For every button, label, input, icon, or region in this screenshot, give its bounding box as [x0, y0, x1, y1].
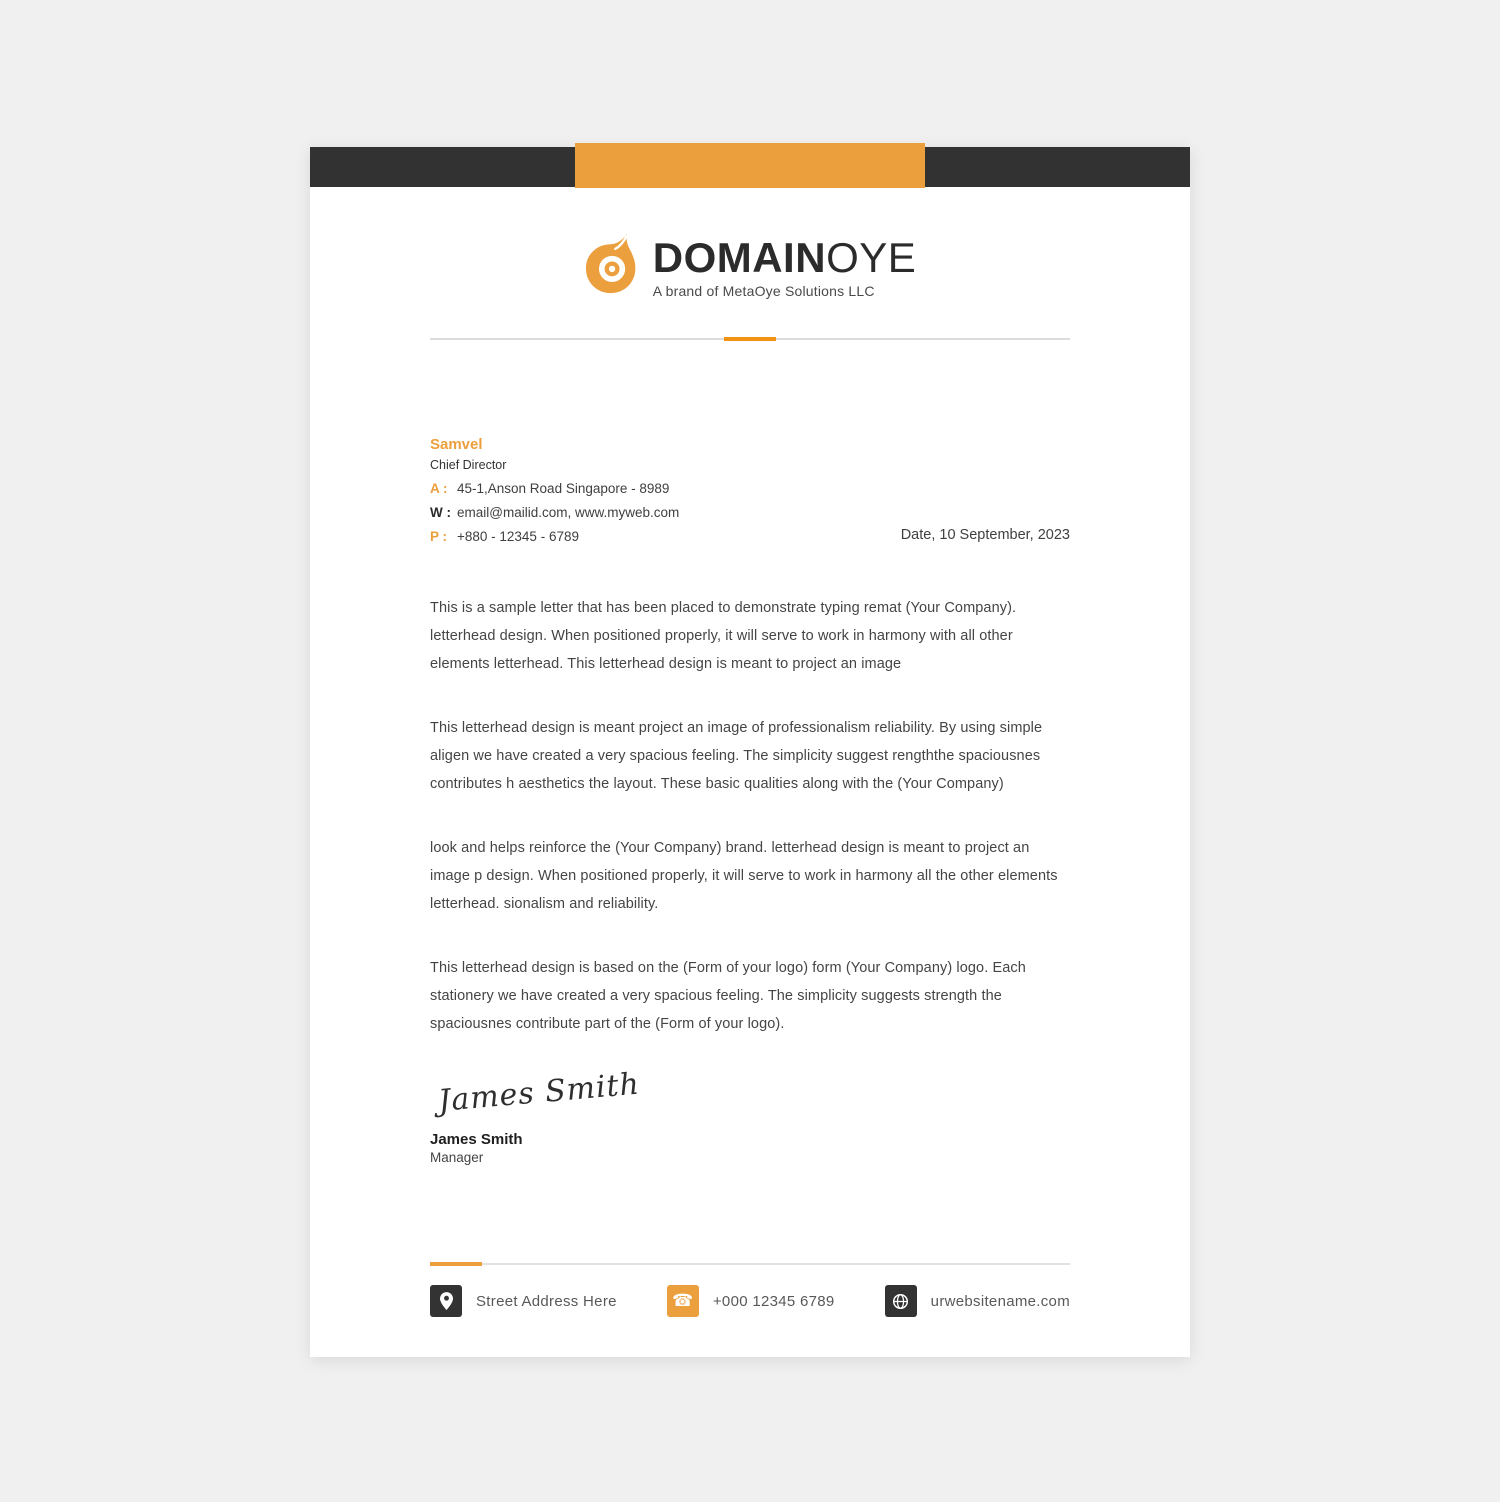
- footer-phone-text: +000 12345 6789: [712, 1292, 835, 1310]
- brand-logo: [310, 233, 1190, 302]
- header-bar: [310, 147, 1190, 187]
- web-label: W :: [430, 505, 451, 520]
- signature-role: Manager: [430, 1150, 484, 1165]
- letter-paragraph: This letterhead design is meant project an image of professionalism reliability. By using simple aligen we have created a very spacious feeling. The simplicity suggest rengththe spaciousnes contributes h aesthetics the layout. These basic qualities along with the (Your Company): [430, 720, 1043, 792]
- header-divider-accent: [724, 337, 776, 341]
- header-accent-bar: [575, 143, 925, 188]
- sender-block: [430, 436, 679, 544]
- globe-icon: [885, 1285, 917, 1317]
- brand-name: [652, 233, 917, 281]
- footer-website-item: [885, 1285, 1070, 1317]
- address-value: 45-1,Anson Road Singapore - 8989: [457, 481, 670, 496]
- location-pin-icon: [430, 1285, 462, 1317]
- brand-logo-text: [652, 233, 917, 299]
- footer-website-text: urwebsitename.com: [930, 1292, 1070, 1310]
- sender-web-line: [430, 505, 679, 520]
- phone-label: P :: [430, 529, 448, 544]
- brand-name-bold: DOMAIN: [652, 233, 827, 281]
- signature-handwriting: James Smith: [436, 1066, 642, 1119]
- brand-name-light: OYE: [826, 233, 917, 281]
- brand-drop-icon: [584, 233, 642, 302]
- footer-phone-item: [667, 1285, 835, 1317]
- sender-and-date-row: [430, 436, 1070, 544]
- phone-value: +880 - 12345 - 6789: [457, 529, 579, 544]
- letterhead-document: [310, 147, 1190, 1357]
- footer-contact-row: [430, 1285, 1070, 1317]
- letter-paragraph: This is a sample letter that has been placed to demonstrate typing remat (Your Company). letterhead design. When positioned properly, it will serve to work in harmony with all other elements letterhead. This letterhead design is meant to project an image: [430, 600, 1017, 672]
- footer-address-text: Street Address Here: [476, 1292, 617, 1310]
- sender-role: Chief Director: [430, 458, 507, 472]
- sender-address-line: [430, 481, 679, 496]
- date-line: Date, 10 September, 2023: [900, 527, 1070, 543]
- letter-paragraph: look and helps reinforce the (Your Company) brand. letterhead design is meant to project an image p design. When positioned properly, it will serve to work in harmony all the other elements letterhead. sionalism and reliability.: [430, 840, 1058, 912]
- footer: [430, 1263, 1070, 1317]
- sender-phone-line: [430, 529, 679, 544]
- address-label: A :: [430, 481, 448, 496]
- telephone-icon: ☎: [667, 1285, 699, 1317]
- letter-paragraph: This letterhead design is based on the (Form of your logo) form (Your Company) logo. Each stationery we have created a very spacious feeling. The simplicity suggests strength the spaciousnes contribute part of the (Form of your logo).: [430, 960, 1026, 1032]
- signature-block: [430, 1066, 1070, 1165]
- brand-tagline: A brand of MetaOye Solutions LLC: [652, 282, 875, 299]
- footer-divider: [430, 1263, 1070, 1265]
- letter-body: [430, 594, 1070, 1038]
- web-value: email@mailid.com, www.myweb.com: [457, 505, 680, 520]
- signature-name: James Smith: [430, 1131, 523, 1148]
- header-divider: [430, 338, 1070, 340]
- sender-name: Samvel: [430, 436, 483, 453]
- footer-divider-accent: [430, 1262, 482, 1266]
- footer-address-item: [430, 1285, 617, 1317]
